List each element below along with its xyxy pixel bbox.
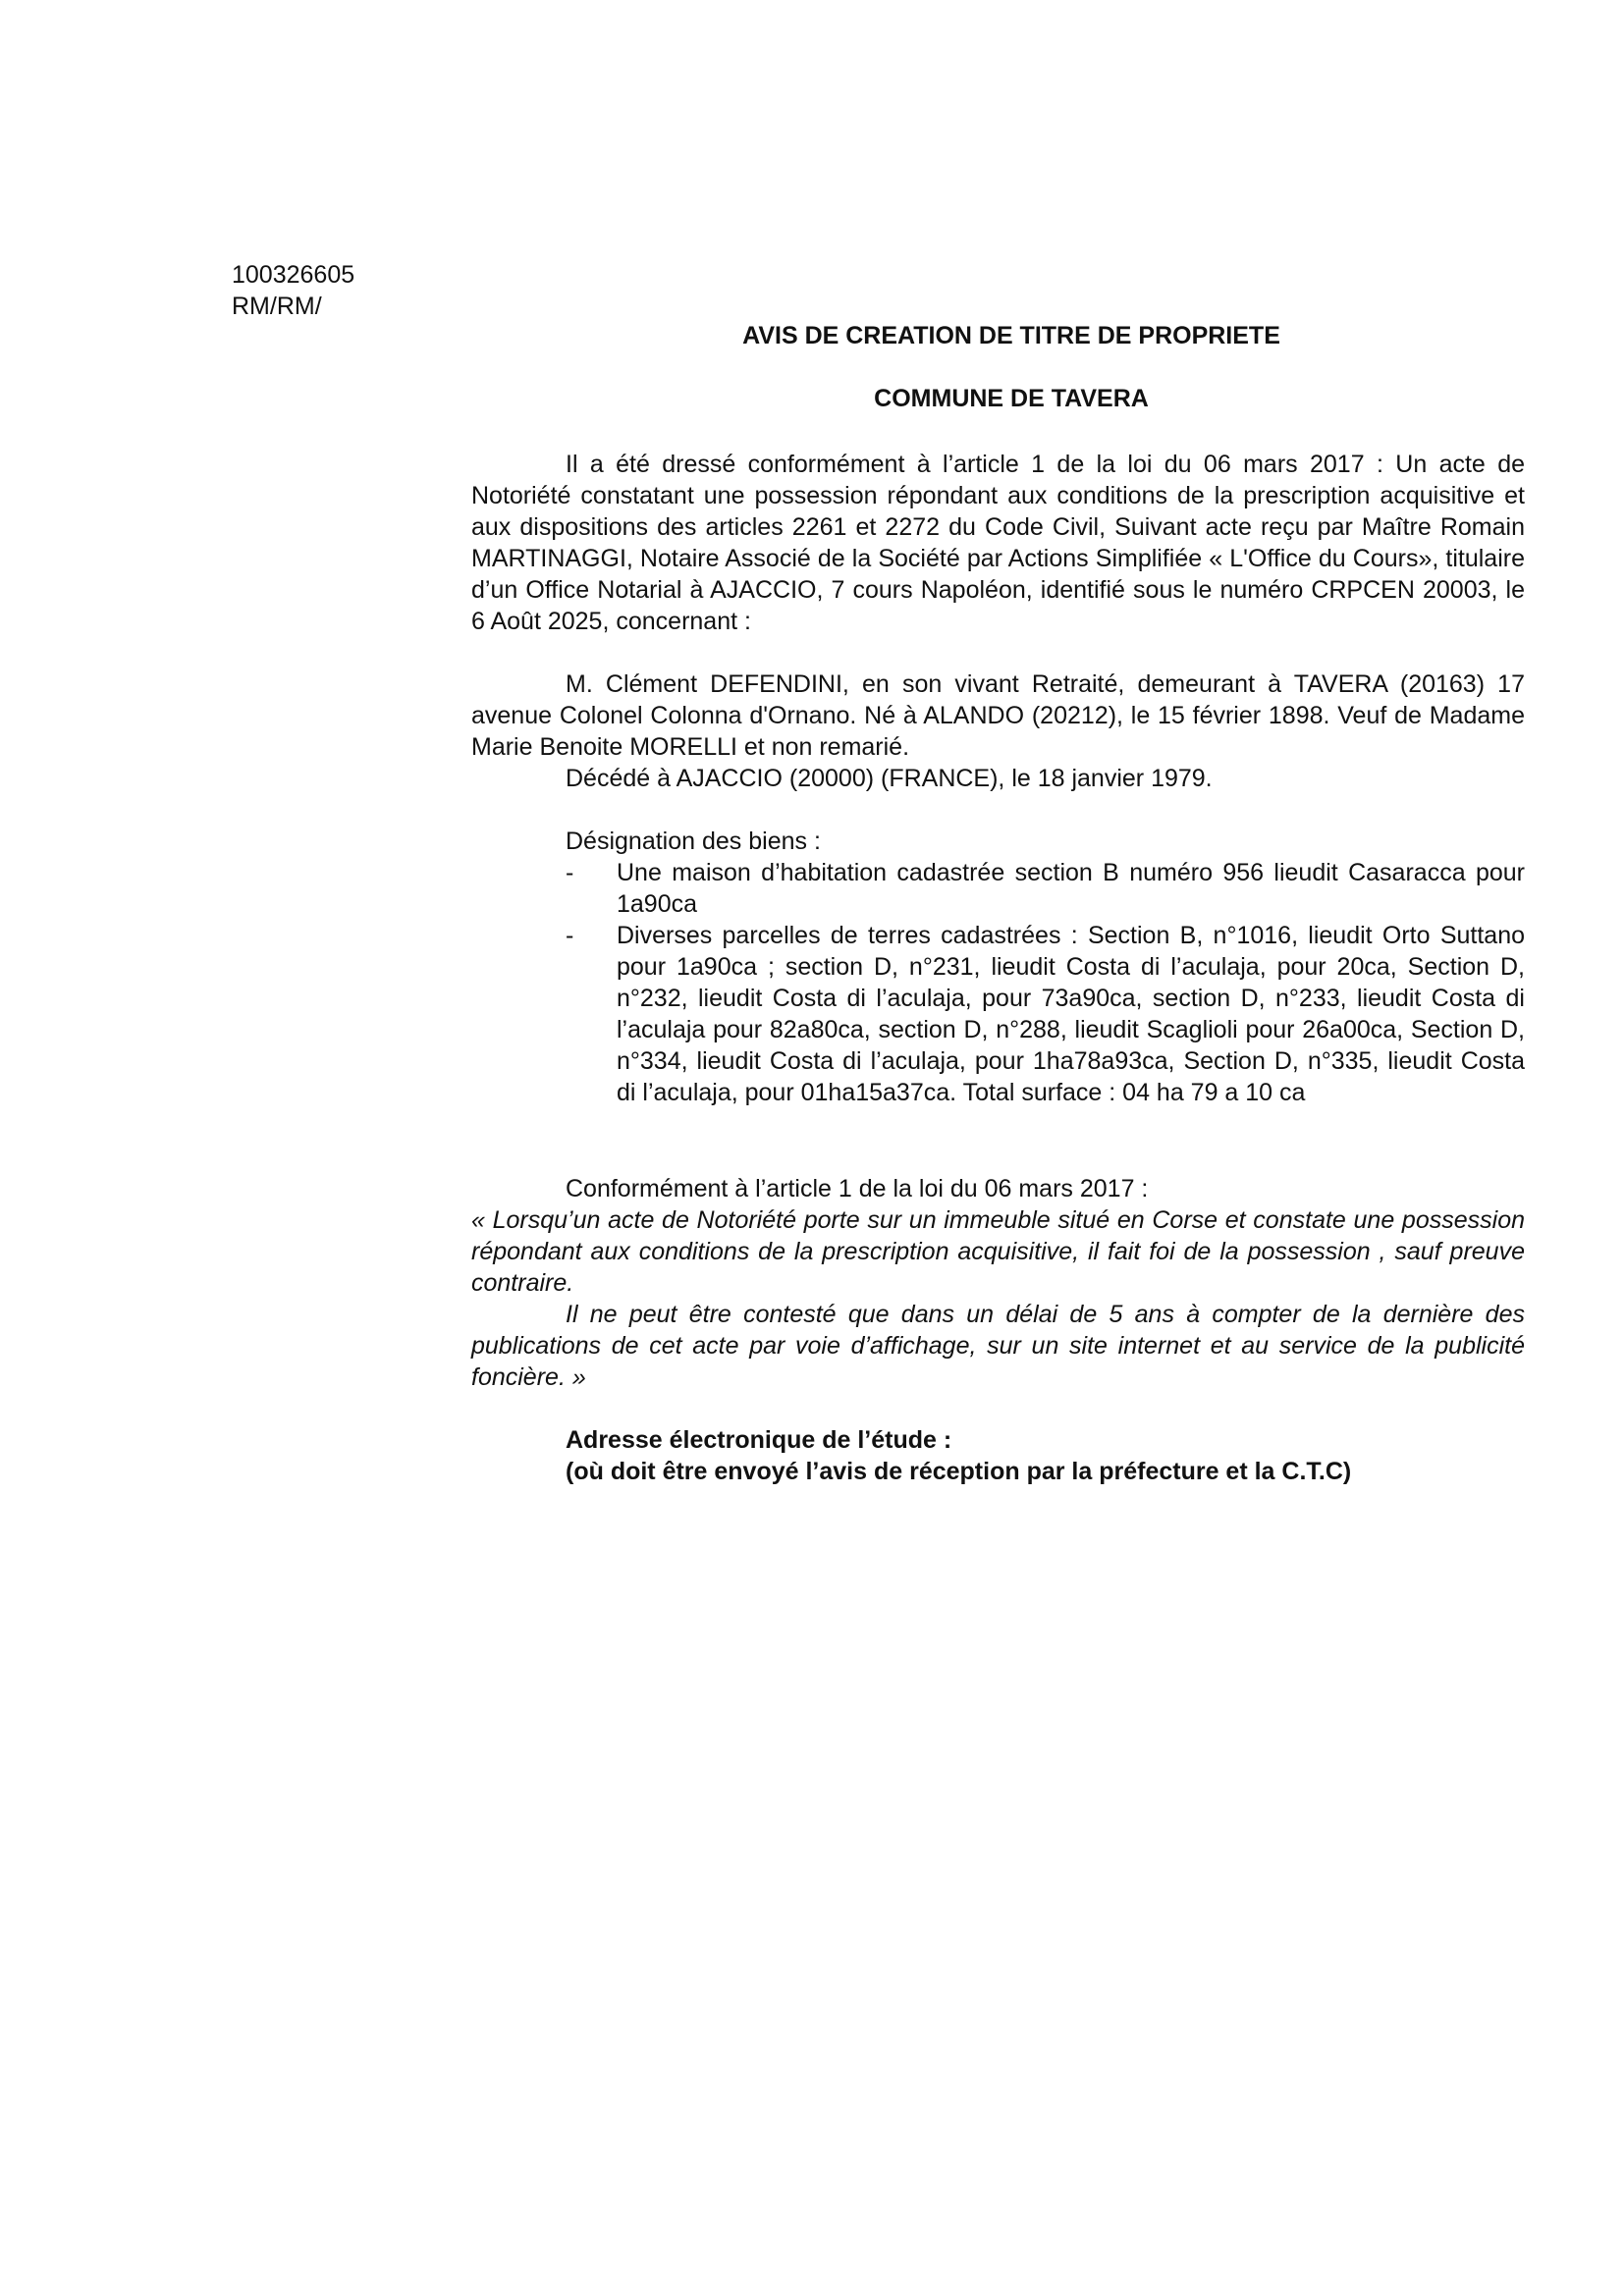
- law-intro: Conformément à l’article 1 de la loi du 06 mars 2017 :: [566, 1175, 1149, 1202]
- reference-initials: RM/RM/: [232, 293, 322, 320]
- law-quote-first: « Lorsqu’un acte de Notoriété porte sur un immeuble situé en Corse et constate une possession répondant aux conditions de la prescription acquisitive, il fait foi de la possession , sauf preuve contraire.: [471, 1206, 1525, 1297]
- reference-block: [232, 259, 354, 322]
- email-label: Adresse électronique de l’étude :: [566, 1426, 952, 1454]
- biens-list: [471, 857, 1525, 1108]
- document-body: [471, 449, 1525, 1487]
- document-title: AVIS DE CREATION DE TITRE DE PROPRIETE: [742, 322, 1280, 349]
- list-bullet: -: [566, 859, 574, 886]
- bien-text-parcelles: Diverses parcelles de terres cadastrées : Section B, n°1016, lieudit Orto Suttano pour 1a90ca ; section D, n°231, lieudit Costa di l’aculaja, pour 20ca, Section D, n°232, lieudit Costa di l’aculaja, pour 73a90ca, section D, n°233, lieudit Costa di l’aculaja pour 82a80ca, section D, n°288, lieudit Scaglioli pour 26a00ca, Section D, n°334, lieudit Costa di l’aculaja, pour 1ha78a93ca, Section D, n°335, lieudit Costa di l’aculaja, pour 01ha15a37ca. Total surface : 04 ha 79 a 10 ca: [617, 922, 1525, 1106]
- law-quote-second: Il ne peut être contesté que dans un délai de 5 ans à compter de la dernière des publications de cet acte par voie d’affichage, sur un site internet et au service de la publicité foncière. »: [471, 1301, 1525, 1391]
- person-description: M. Clément DEFENDINI, en son vivant Retraité, demeurant à TAVERA (20163) 17 avenue Colonel Colonna d'Ornano. Né à ALANDO (20212), le 15 février 1898. Veuf de Madame Marie Benoite MORELLI et non remarié.: [471, 670, 1525, 761]
- list-item: [566, 857, 1525, 920]
- list-bullet: -: [566, 922, 574, 949]
- list-item: [566, 920, 1525, 1108]
- intro-paragraph: Il a été dressé conformément à l’article 1 de la loi du 06 mars 2017 : Un acte de Notoriété constatant une possession répondant aux conditions de la prescription acquisitive et aux dispositions des articles 2261 et 2272 du Code Civil, Suivant acte reçu par Maître Romain MARTINAGGI, Notaire Associé de la Société par Actions Simplifiée « L'Office du Cours», titulaire d’un Office Notarial à AJACCIO, 7 cours Napoléon, identifié sous le numéro CRPCEN 20003, le 6 Août 2025, concernant :: [471, 451, 1525, 635]
- bien-text-maison: Une maison d’habitation cadastrée section B numéro 956 lieudit Casaracca pour 1a90ca: [617, 859, 1525, 918]
- reference-number: 100326605: [232, 261, 355, 289]
- person-death: Décédé à AJACCIO (20000) (FRANCE), le 18 janvier 1979.: [566, 765, 1213, 792]
- biens-heading: Désignation des biens :: [566, 828, 821, 855]
- commune-title: COMMUNE DE TAVERA: [874, 385, 1149, 412]
- reception-note: (où doit être envoyé l’avis de réception par la préfecture et la C.T.C): [566, 1458, 1352, 1485]
